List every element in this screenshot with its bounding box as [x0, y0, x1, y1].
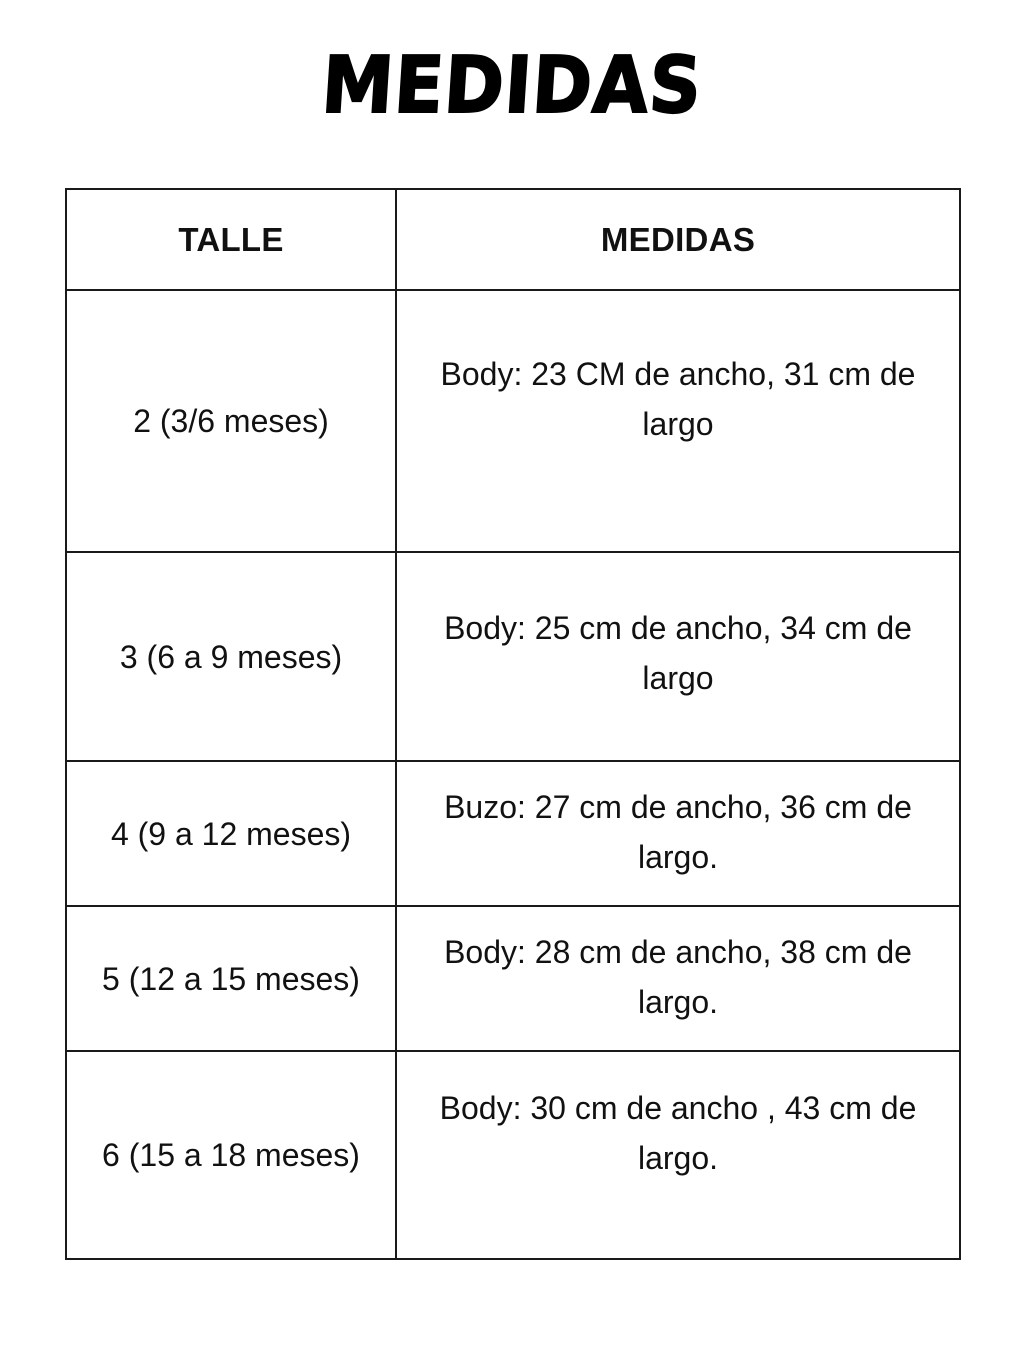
talle-text: 6 (15 a 18 meses)	[102, 1137, 360, 1173]
medidas-text: Body: 30 cm de ancho , 43 cm de largo.	[439, 1090, 917, 1176]
page-title: MEDIDAS	[319, 41, 705, 131]
cell-talle	[66, 1051, 396, 1259]
table-header-row	[66, 189, 960, 290]
table-row	[66, 761, 960, 906]
cell-talle	[66, 761, 396, 906]
cell-medidas	[396, 552, 960, 761]
cell-talle	[66, 552, 396, 761]
column-header-medidas: MEDIDAS	[396, 189, 960, 290]
table-row	[66, 290, 960, 552]
cell-talle	[66, 290, 396, 552]
size-table	[65, 188, 961, 1260]
cell-medidas	[396, 906, 960, 1051]
table-row	[66, 906, 960, 1051]
table-row	[66, 1051, 960, 1259]
table-row	[66, 552, 960, 761]
medidas-text: Buzo: 27 cm de ancho, 36 cm de largo.	[444, 788, 912, 875]
talle-text: 5 (12 a 15 meses)	[102, 960, 360, 997]
cell-medidas	[396, 290, 960, 552]
medidas-text: Body: 28 cm de ancho, 38 cm de largo.	[444, 933, 912, 1020]
medidas-text: Body: 23 CM de ancho, 31 cm de largo	[440, 356, 916, 442]
talle-text: 3 (6 a 9 meses)	[119, 638, 343, 675]
cell-medidas	[396, 1051, 960, 1259]
cell-medidas	[396, 761, 960, 906]
talle-text: 2 (3/6 meses)	[133, 403, 329, 439]
talle-text: 4 (9 a 12 meses)	[110, 815, 352, 852]
column-header-talle: TALLE	[66, 189, 396, 290]
cell-talle	[66, 906, 396, 1051]
medidas-text: Body: 25 cm de ancho, 34 cm de largo	[444, 609, 912, 696]
